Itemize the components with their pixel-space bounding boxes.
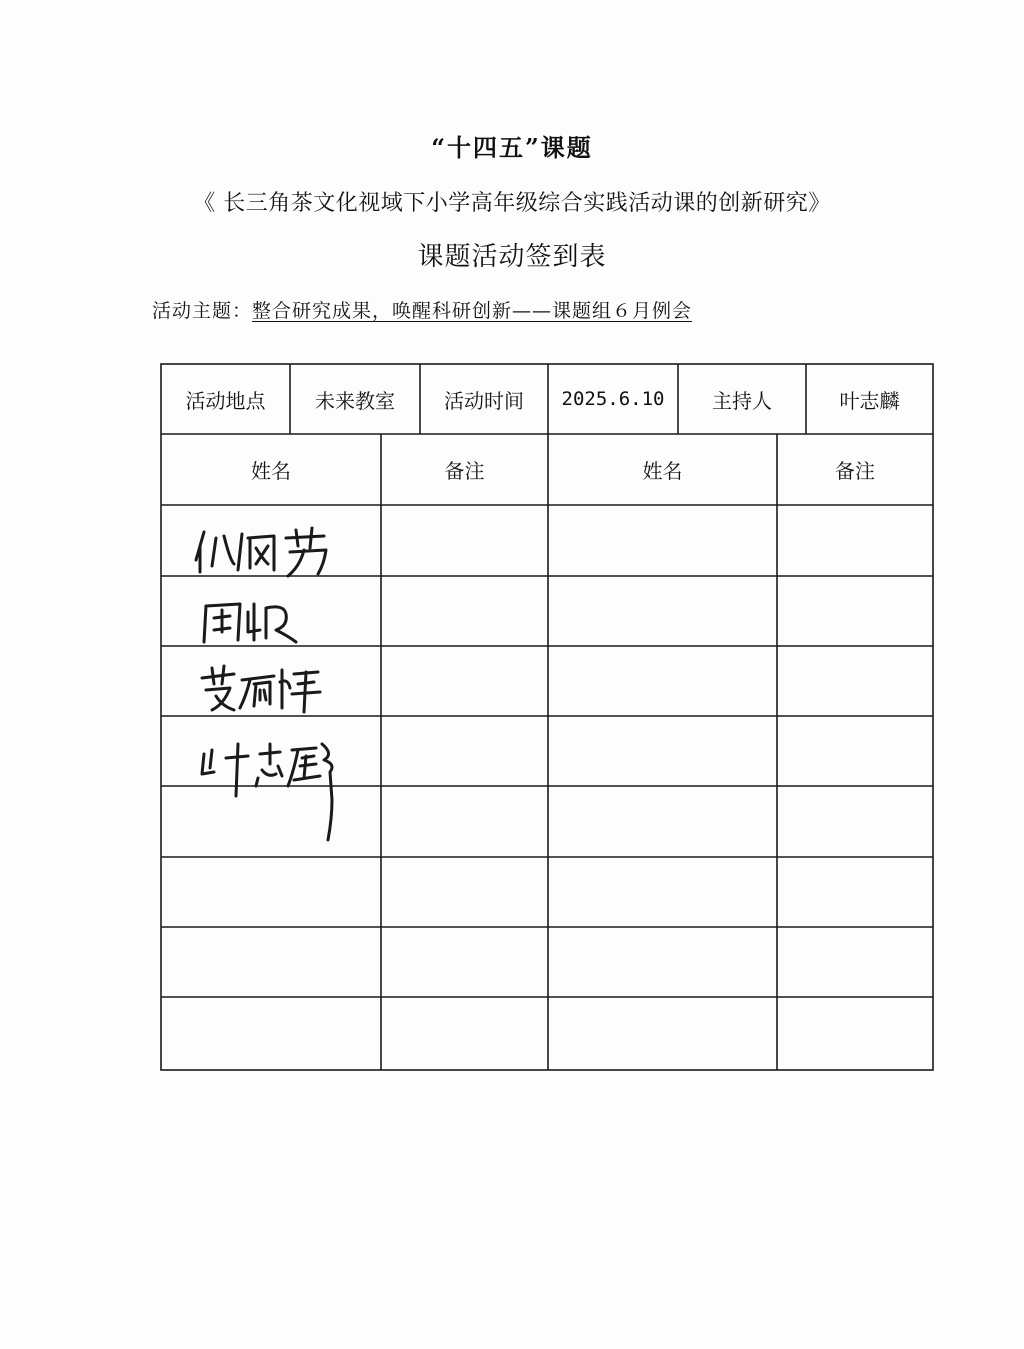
- project-label: “十四五”课题: [431, 133, 593, 162]
- activity-theme-label: 活动主题：: [152, 300, 253, 322]
- column-header-name-2: 姓名: [642, 459, 683, 483]
- host-value: 叶志麟: [839, 388, 900, 413]
- time-label: 活动时间: [444, 388, 524, 413]
- sheet-title: 课题活动签到表: [417, 242, 607, 272]
- signature-3: [194, 660, 324, 716]
- column-header-name-1: 姓名: [251, 459, 291, 483]
- activity-theme: [152, 296, 692, 323]
- location-label: 活动地点: [185, 388, 266, 413]
- host-label: 主持人: [712, 388, 772, 413]
- column-header-note-1: 备注: [444, 459, 485, 483]
- signature-1: [190, 520, 340, 580]
- signature-4: [196, 730, 346, 850]
- activity-theme-value: 整合研究成果，唤醒科研创新——课题组６月例会: [252, 300, 693, 322]
- location-value: 未来教室: [315, 388, 395, 413]
- column-header-note-2: 备注: [835, 459, 875, 483]
- signature-2: [196, 596, 306, 646]
- project-title: 《 长三角茶文化视域下小学高年级综合实践活动课的创新研究》: [193, 191, 831, 216]
- time-value: 2025.6.10: [561, 388, 665, 410]
